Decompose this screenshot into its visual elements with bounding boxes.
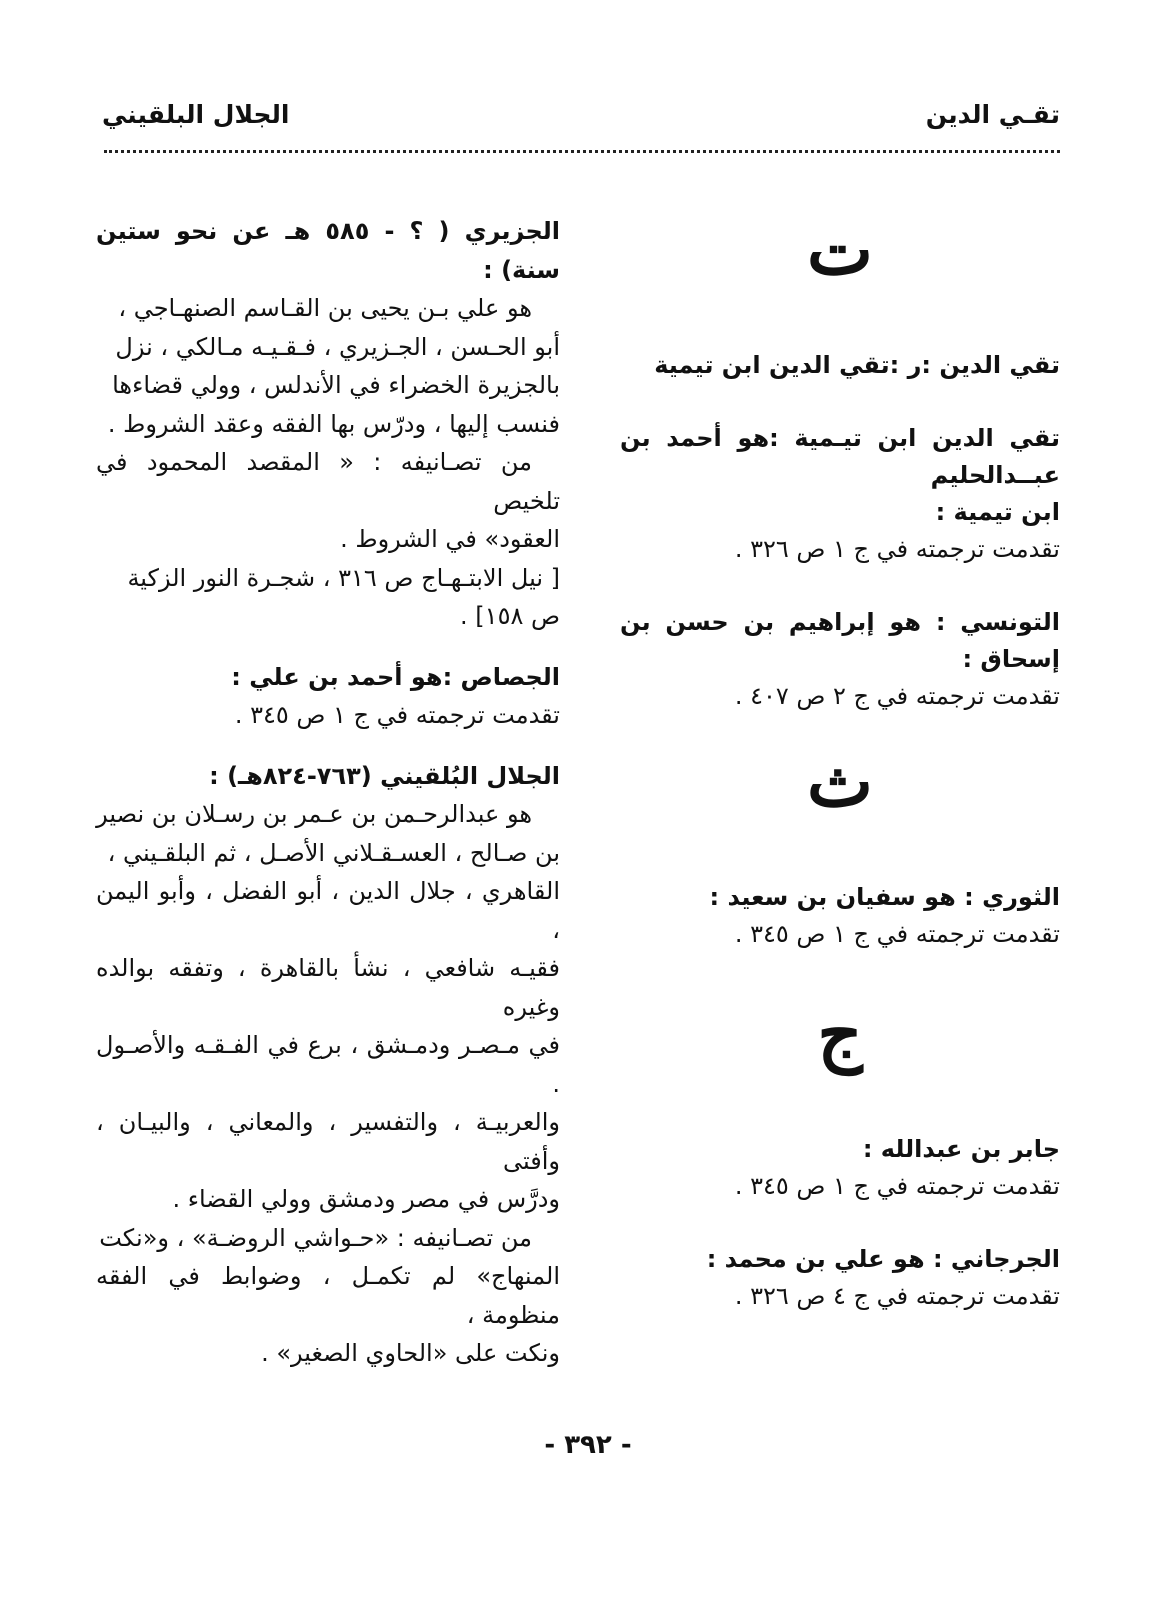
entry-title: الجرجاني : هو علي بن محمد : (706, 1245, 1060, 1273)
entry-body-line: والعربيـة ، والتفسير ، والمعاني ، والبيـان ، وأفتى (96, 1108, 560, 1175)
entry-ref: تقدمت ترجمته في ج ١ ص ٣٤٥ . (734, 1172, 1060, 1200)
entry-body-line: فنسب إليها ، ودرّس بها الفقه وعقد الشروط . (107, 409, 560, 438)
entry-ref: تقدمت ترجمته في ج ١ ص ٣٤٥ . (734, 920, 1060, 948)
entry-body-line: بالجزيرة الخضراء في الأندلس ، وولي قضاءها (112, 371, 560, 399)
entry-title: الجزيري ( ؟ - ٥٨٥ هـ عن نحو ستين سنة) : (96, 217, 560, 284)
entry-body-line: من تصـانيفه : «حـواشي الروضـة» ، و«نكت (99, 1223, 532, 1252)
entry-title: الجصاص :هو أحمد بن علي : (231, 662, 560, 691)
header-dotted-rule (104, 150, 1060, 153)
left-column (96, 212, 560, 1373)
entry-body-line: العقود» في الشروط . (340, 525, 560, 553)
entry-title: تقي الدين ابن تيـمية :هو أحمد بن عبــدالحليم (620, 424, 1060, 489)
right-column (620, 205, 1060, 1315)
entry-title: الجلال البُلقيني (٧٦٣-٨٢٤هـ) : (209, 761, 560, 790)
entry-body-line: القاهري ، جلال الدين ، أبو الفضل ، وأبو اليمن ، (96, 877, 560, 944)
entry-body-line: أبو الحـسن ، الجـزيري ، فـقـيـه مـالكي ، نزل (115, 332, 560, 361)
entry-title: تقي الدين :ر :تقي الدين ابن تيمية (654, 351, 1060, 379)
entry-title: التونسي : هو إبراهيم بن حسن بن إسحاق : (620, 608, 1060, 673)
entry-body-line: هو عبدالرحـمن بن عـمر بن رسـلان بن نصير (96, 800, 532, 828)
running-header (102, 100, 1060, 140)
section-letter-tha: ث (807, 740, 873, 823)
entry-ref: تقدمت ترجمته في ج ١ ص ٣٢٦ . (734, 535, 1060, 563)
entry-title: الثوري : هو سفيان بن سعيد : (709, 883, 1060, 911)
entry-ref: تقدمت ترجمته في ج ٢ ص ٤٠٧ . (734, 682, 1060, 710)
header-right-title: تقـي الدين (925, 100, 1060, 129)
entry-title: جابر بن عبدالله : (862, 1135, 1060, 1163)
entry-source-line: [ نيل الابتـهـاج ص ٣١٦ ، شجـرة النور الزكية (127, 563, 560, 592)
entry-body-line: هو علي بـن يحيى بن القـاسم الصنهـاجي ، (118, 294, 532, 322)
entry-source-line: ص ١٥٨] . (460, 602, 560, 630)
entry-body-line: بن صـالح ، العسـقـلاني الأصـل ، ثم البلقـيني ، (107, 838, 560, 867)
entry-body-line: في مـصـر ودمـشق ، برع في الفـقـه والأصـول . (96, 1031, 560, 1098)
entry-body-line: المنهاج» لم تكمـل ، وضوابط في الفقه منظومة ، (96, 1262, 560, 1329)
page-number: - ٣٩٢ - (544, 1430, 632, 1460)
entry-body-line: من تصـانيفه : « المقصد المحمود في تلخيص (96, 448, 560, 515)
entry-ref: تقدمت ترجمته في ج ٤ ص ٣٢٦ . (734, 1282, 1060, 1310)
entry-title-cont: ابن تيمية : (935, 498, 1060, 526)
entry-body-line: فقيـه شافعي ، نشأ بالقاهرة ، وتفقه بوالده وغيره (96, 954, 560, 1021)
entry-ref: تقدمت ترجمته في ج ١ ص ٣٤٥ . (234, 701, 560, 729)
entry-body-line: ودرَّس في مصر ودمشق وولي القضاء . (172, 1185, 560, 1213)
header-left-title: الجلال البلقيني (102, 100, 290, 129)
entry-body-line: ونكت على «الحاوي الصغير» . (261, 1339, 560, 1367)
section-letter-ta: ت (807, 208, 873, 291)
section-letter-jim: ج (817, 992, 863, 1075)
